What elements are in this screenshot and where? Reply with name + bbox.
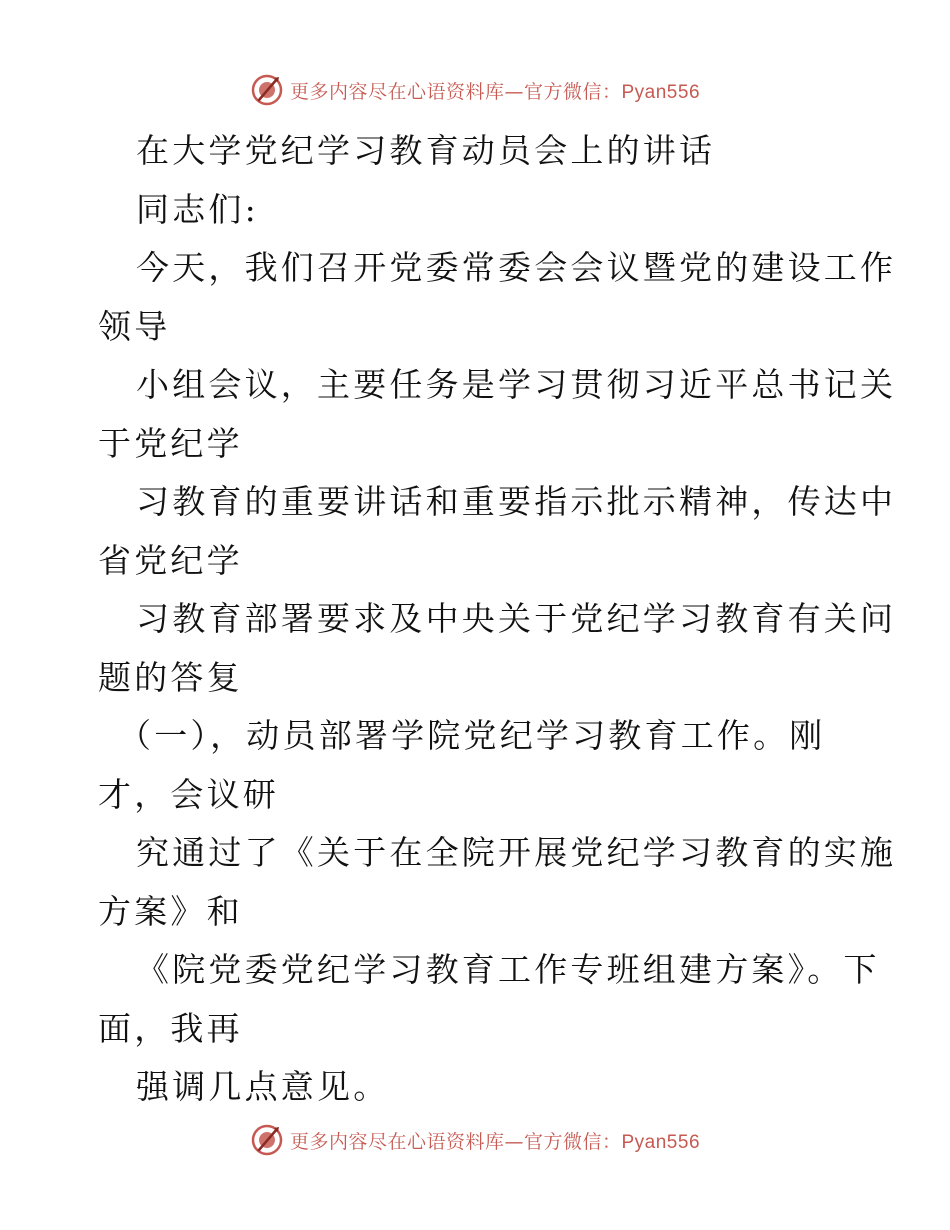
header-watermark <box>0 70 950 110</box>
paragraph-line: 面，我再 <box>98 1008 243 1048</box>
watermark-text: 更多内容尽在心语资料库—官方微信：Pyan556 <box>289 80 701 103</box>
document-title: 在大学党纪学习教育动员会上的讲话 <box>136 131 716 170</box>
paragraph-line: 习教育部署要求及中央关于党纪学习教育有关问 <box>136 599 897 638</box>
quill-seal-icon <box>250 73 284 107</box>
paragraph-line: （一），动员部署学院党纪学习教育工作。刚 <box>118 716 826 755</box>
paragraph-line: 究通过了《关于在全院开展党纪学习教育的实施 <box>136 833 897 872</box>
paragraph-line: 习教育的重要讲话和重要指示批示精神，传达中 <box>136 482 897 521</box>
document-body <box>98 122 897 1117</box>
paragraph-line: 于党纪学 <box>98 423 243 463</box>
paragraph-line: 强调几点意见。 <box>136 1067 390 1106</box>
watermark-text: 更多内容尽在心语资料库—官方微信：Pyan556 <box>289 1130 701 1153</box>
quill-seal-icon <box>250 1123 284 1157</box>
paragraph-line: 《院党委党纪学习教育工作专班组建方案》。下 <box>136 950 880 989</box>
paragraph-line: 今天，我们召开党委常委会会议暨党的建设工作 <box>136 248 897 287</box>
paragraph-line: 领导 <box>98 306 171 346</box>
footer-watermark <box>0 1120 950 1160</box>
paragraph-line: 省党纪学 <box>98 540 243 580</box>
paragraph-line: 小组会议，主要任务是学习贯彻习近平总书记关 <box>136 365 897 404</box>
paragraph-line: 才，会议研 <box>98 774 279 814</box>
greeting: 同志们: <box>136 189 259 229</box>
paragraph-line: 方案》和 <box>98 891 243 931</box>
paragraph-line: 题的答复 <box>98 657 243 697</box>
